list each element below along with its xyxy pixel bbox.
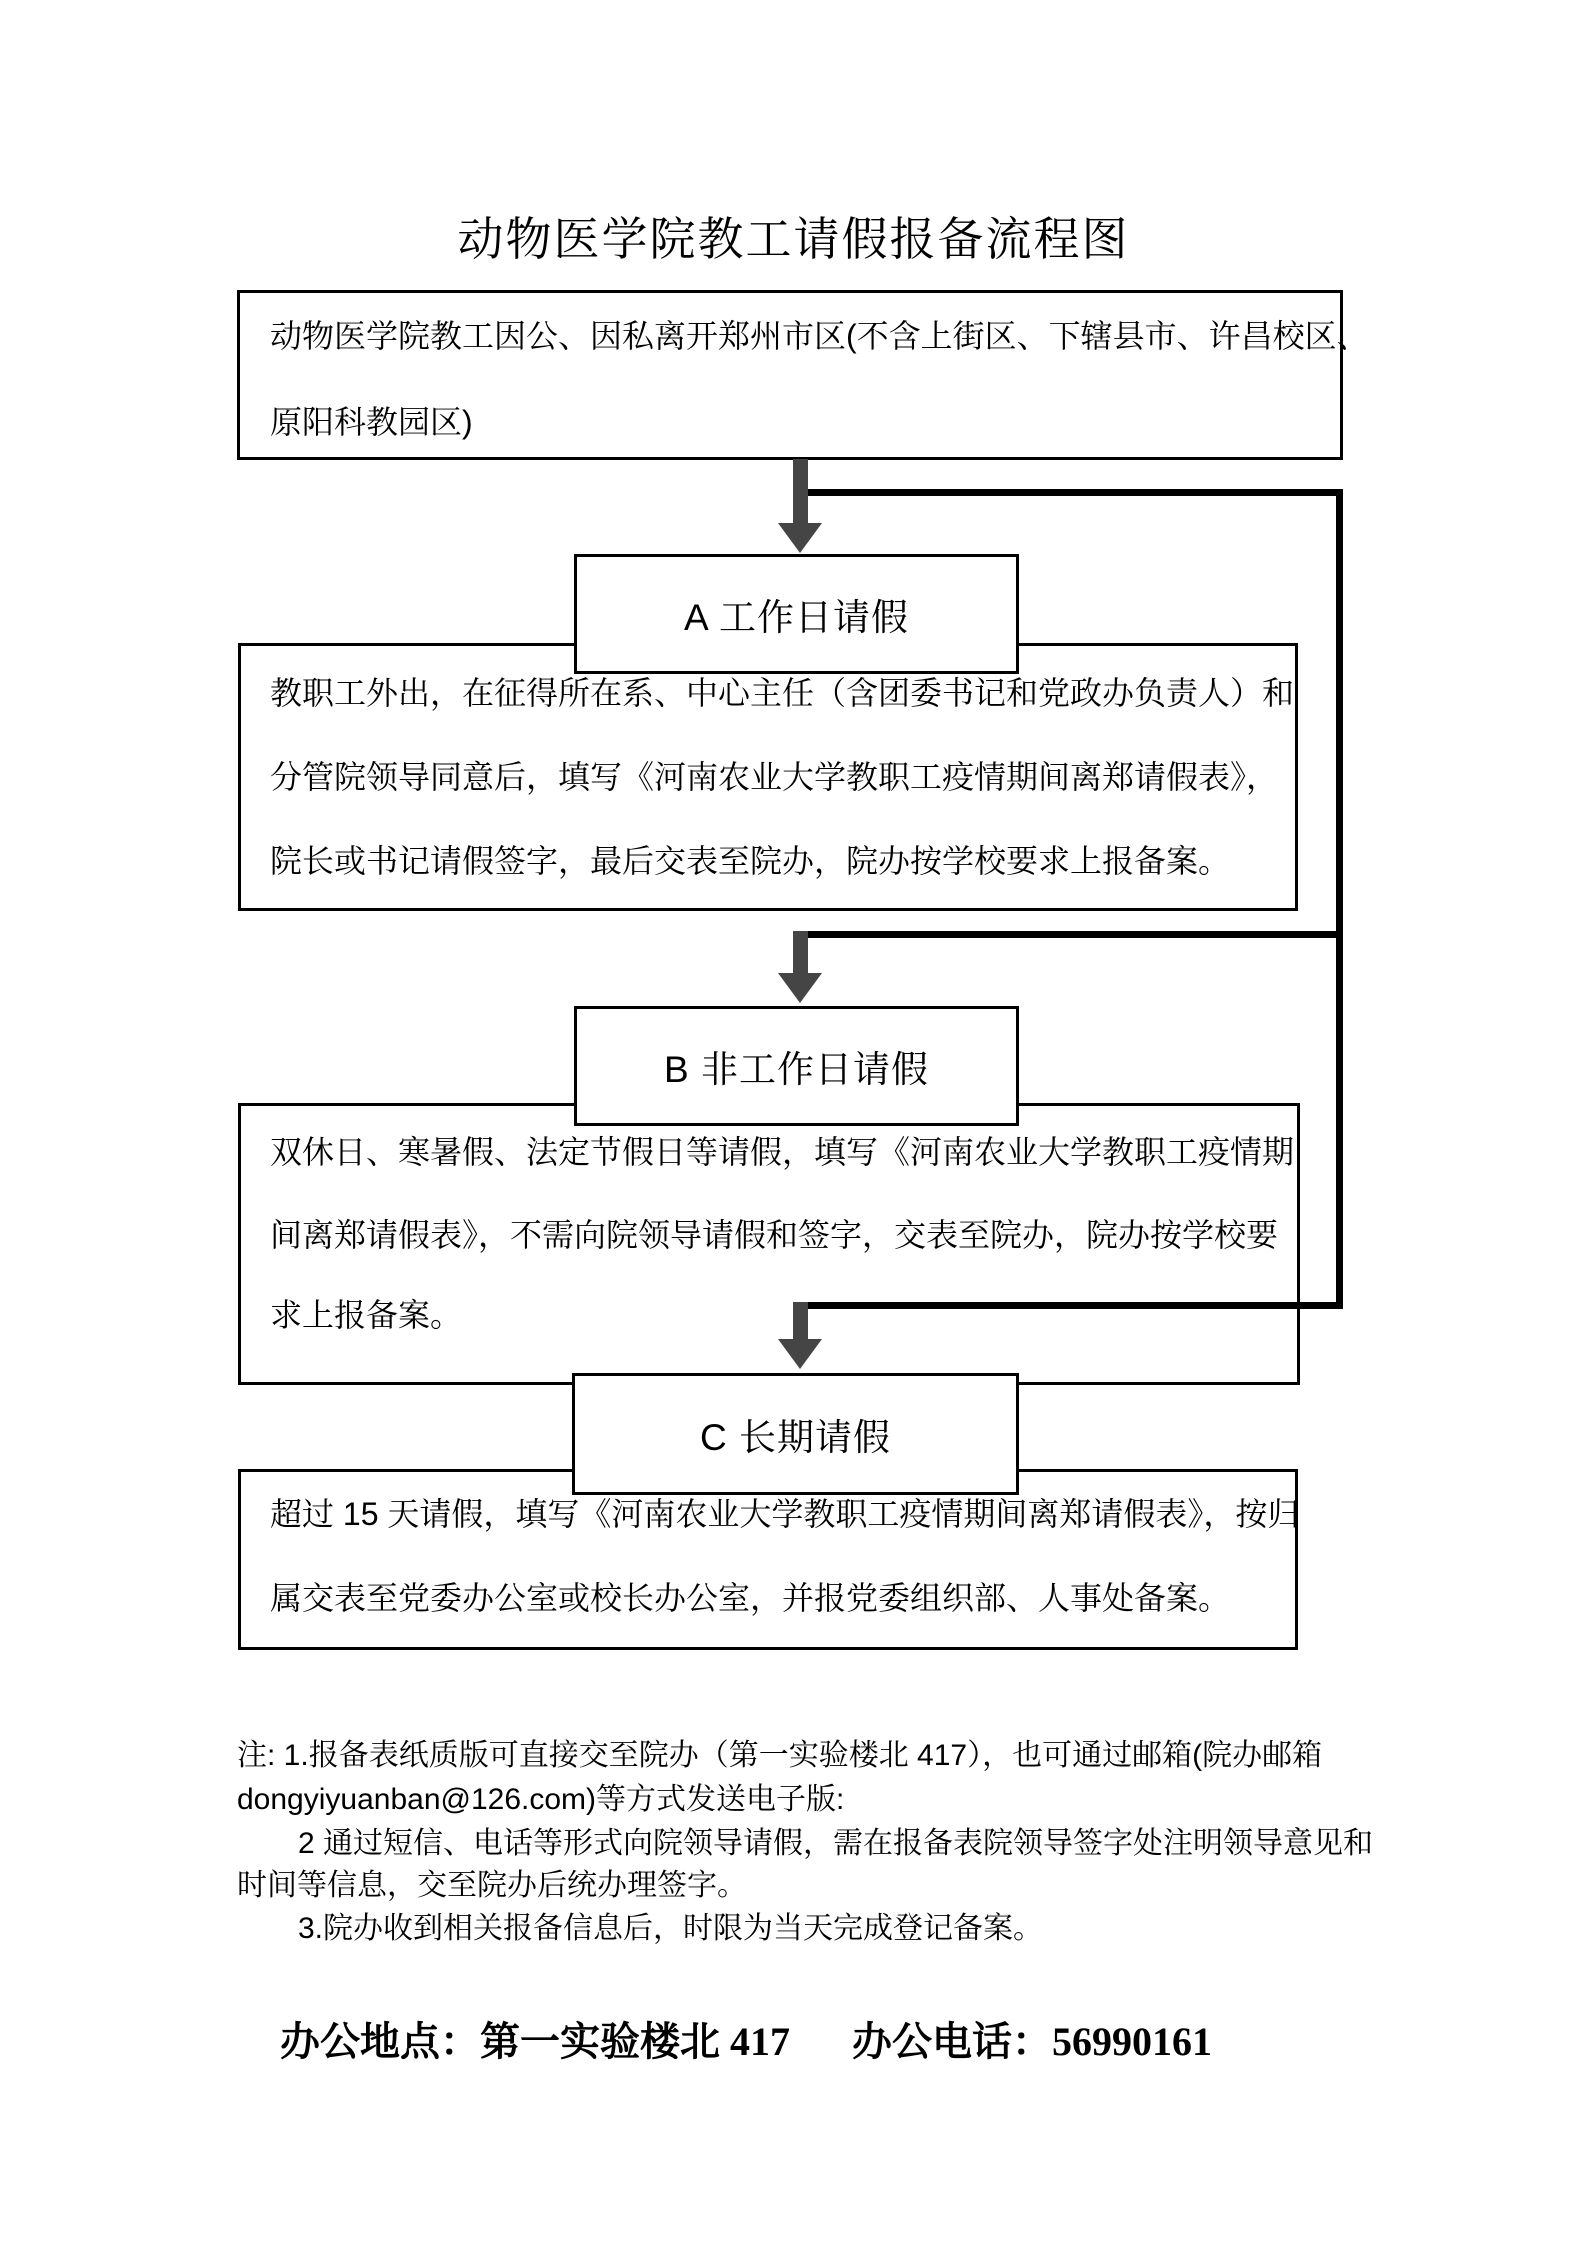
step-b-desc-line: 双休日、寒暑假、法定节假日等请假，填写《河南农业大学教职工疫情期 <box>270 1134 1295 1170</box>
note-line: dongyiyuanban@126.com)等方式发送电子版: <box>237 1783 845 1816</box>
step-b-desc-line: 间离郑请假表》，不需向院领导请假和签字，交表至院办，院办按学校要 <box>270 1217 1279 1253</box>
down-arrow-head-icon <box>778 1339 822 1369</box>
note-line: 2 通过短信、电话等形式向院领导请假，需在报备表院领导签字处注明领导意见和 <box>298 1827 1374 1860</box>
intro-line: 原阳科教园区) <box>270 404 473 440</box>
connector-hline-1 <box>795 489 1343 496</box>
connector-hline-3 <box>795 1302 1343 1309</box>
step-c-label: C 长期请假 <box>700 1417 891 1458</box>
step-b-label: B 非工作日请假 <box>664 1049 929 1090</box>
down-arrow-icon <box>793 459 808 524</box>
step-b-desc-line: 求上报备案。 <box>270 1297 463 1333</box>
intro-line: 动物医学院教工因公、因私离开郑州市区(不含上街区、下辖县市、许昌校区、 <box>270 318 1369 354</box>
down-arrow-icon <box>793 1302 808 1340</box>
connector-vline <box>1336 489 1343 1309</box>
step-c-desc-line: 超过 15 天请假，填写《河南农业大学教职工疫情期间离郑请假表》，按归 <box>270 1496 1300 1532</box>
step-a-desc-line: 院长或书记请假签字，最后交表至院办，院办按学校要求上报备案。 <box>270 843 1231 879</box>
down-arrow-head-icon <box>778 523 822 553</box>
step-c-desc-line: 属交表至党委办公室或校长办公室，并报党委组织部、人事处备案。 <box>270 1580 1231 1616</box>
step-b-title-box <box>574 1006 1019 1126</box>
down-arrow-head-icon <box>778 973 822 1003</box>
step-a-label: A 工作日请假 <box>684 597 909 638</box>
office-location: 办公地点：第一实验楼北 417 <box>280 2019 790 2064</box>
down-arrow-icon <box>793 931 808 974</box>
step-a-desc-line: 教职工外出，在征得所在系、中心主任（含团委书记和党政办负责人）和 <box>270 675 1295 711</box>
note-line: 3.院办收到相关报备信息后，时限为当天完成登记备案。 <box>298 1912 1044 1945</box>
footer-contact <box>280 2010 1212 2067</box>
connector-hline-2 <box>795 931 1343 938</box>
page-title: 动物医学院教工请假报备流程图 <box>457 213 1130 265</box>
office-phone: 办公电话：56990161 <box>852 2019 1212 2064</box>
note-line: 时间等信息，交至院办后统办理签字。 <box>237 1869 747 1902</box>
step-c-title-box <box>572 1373 1019 1495</box>
note-line: 注: 1.报备表纸质版可直接交至院办（第一实验楼北 417），也可通过邮箱(院办邮箱 <box>237 1739 1323 1772</box>
step-a-title-box <box>574 554 1019 674</box>
step-a-desc-line: 分管院领导同意后，填写《河南农业大学教职工疫情期间离郑请假表》， <box>270 759 1279 795</box>
